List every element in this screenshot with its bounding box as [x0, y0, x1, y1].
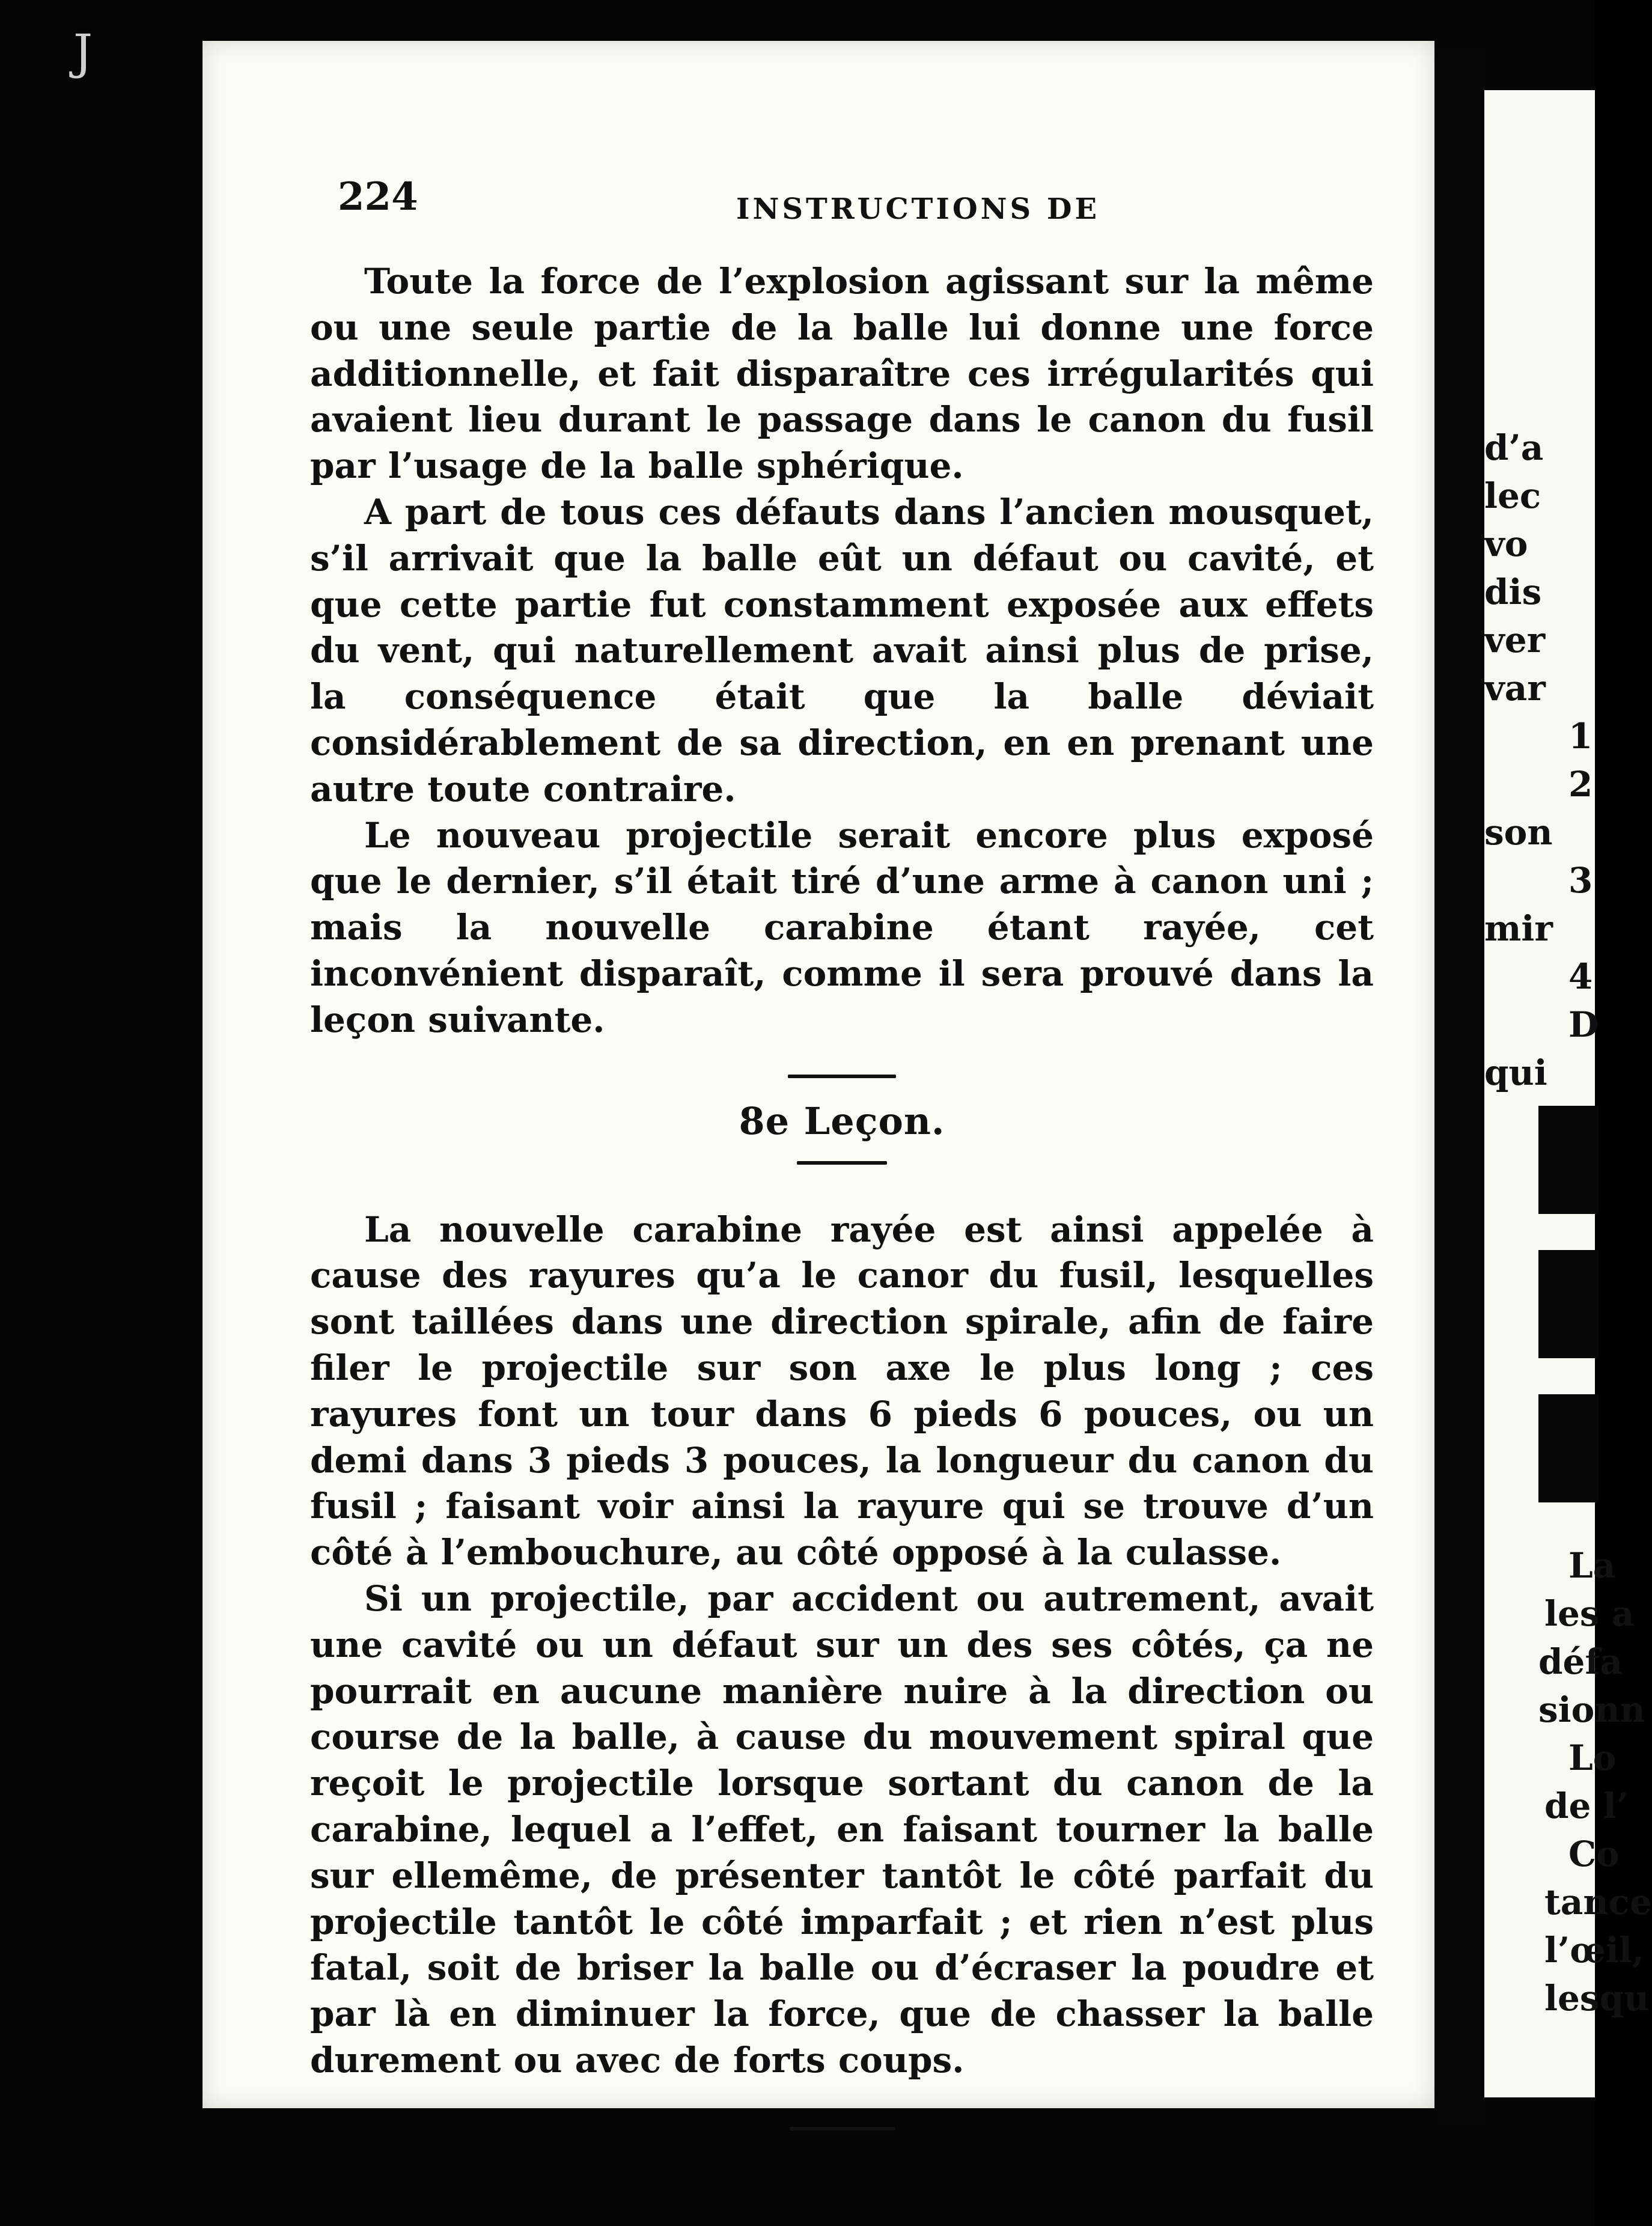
dark-block	[1538, 1250, 1599, 1358]
adjacent-text: de l’	[1544, 1785, 1629, 1826]
running-head: INSTRUCTIONS DE	[736, 192, 1100, 226]
adjacent-text: 3	[1568, 860, 1593, 901]
page-body	[310, 258, 1374, 2130]
adjacent-text: tance	[1544, 1882, 1652, 1923]
adjacent-text: ver	[1484, 620, 1546, 660]
adjacent-text: var	[1484, 668, 1546, 709]
paragraph: Toute la force de l’explosion agissant sur la même ou une seule partie de la balle lui donne une force additionnelle, et fait disparaître ces irrégularités qui avaient lieu durant le passage dans le canon du fusil par l’usage de la balle sphérique.	[310, 261, 1374, 487]
adjacent-text: vo	[1484, 523, 1528, 564]
adjacent-page-fragment	[1484, 90, 1652, 2097]
adjacent-text: Lo	[1568, 1737, 1617, 1778]
adjacent-text: défa	[1538, 1641, 1623, 1682]
adjacent-text: mir	[1484, 908, 1553, 949]
adjacent-text: l’œil,	[1544, 1930, 1645, 1971]
adjacent-text: d’a	[1484, 427, 1544, 468]
book-gutter	[1434, 48, 1484, 2127]
heading-underline-rule	[797, 1161, 887, 1165]
adjacent-text: 4	[1568, 956, 1593, 997]
adjacent-text: les a	[1544, 1593, 1635, 1634]
adjacent-text: lesqu	[1544, 1978, 1650, 2019]
page-number: 224	[338, 174, 418, 219]
adjacent-text: qui	[1484, 1052, 1547, 1093]
paragraph: Si un projectile, par accident ou autrement, avait une cavité ou un défaut sur un des ses côtés, ça ne pourrait en aucune manière nuire à la direction ou course de la balle, à cause du mouvement spiral que reçoit le projectile lorsque sortant du canon de la carabine, lequel a l’effet, en faisant tourner la balle sur ellemême, de présenter tantôt le côté parfait du projectile tantôt le côté imparfait ; et rien n’est plus fatal, soit de briser la balle ou d’écraser la poudre et par là en diminuer la force, que de chasser la balle durement ou avec de forts coups.	[310, 1578, 1374, 2081]
adjacent-text: 1	[1568, 716, 1593, 757]
paragraph: Le nouveau projectile serait encore plus exposé que le dernier, s’il était tiré d’une arme à canon uni ; mais la nouvelle carabine étant rayée, cet inconvénient disparaît, comme il sera prouvé dans la leçon suivante.	[310, 814, 1374, 1040]
adjacent-text: La	[1568, 1545, 1616, 1586]
adjacent-text: sionn	[1538, 1689, 1645, 1730]
adjacent-text: Co	[1568, 1834, 1620, 1874]
end-rule	[790, 2127, 895, 2130]
adjacent-text: lec	[1484, 475, 1541, 516]
adjacent-text: dis	[1484, 572, 1542, 612]
edge-mark: J	[73, 24, 93, 80]
paragraph: La nouvelle carabine rayée est ainsi appelée à cause des rayures qu’a le canor du fusil, lesquelles sont taillées dans une direction spirale, afin de faire filer le projectile sur son axe le plus long ; ces rayures font un tour dans 6 pieds 6 pouces, ou un demi dans 3 pieds 3 pouces, la longueur du canon du fusil ; faisant voir ainsi la rayure qui se trouve d’un côté à l’embouchure, au côté opposé à la culasse.	[310, 1209, 1374, 1573]
adjacent-text: D	[1568, 1004, 1599, 1045]
section-heading: 8e Leçon.	[739, 1099, 945, 1143]
paragraph: A part de tous ces défauts dans l’ancien mousquet, s’il arrivait que la balle eût un défaut ou cavité, et que cette partie fut constamment exposée aux effets du vent, qui naturellement avait ainsi plus de prise, la conséquence était que la balle déviait considérablement de sa direction, en en prenant une autre toute contraire.	[310, 491, 1374, 810]
adjacent-text: 2	[1568, 764, 1593, 805]
adjacent-text: son	[1484, 812, 1553, 853]
dark-block	[1538, 1394, 1599, 1502]
section-divider-rule	[788, 1075, 896, 1078]
dark-block	[1538, 1106, 1599, 1214]
